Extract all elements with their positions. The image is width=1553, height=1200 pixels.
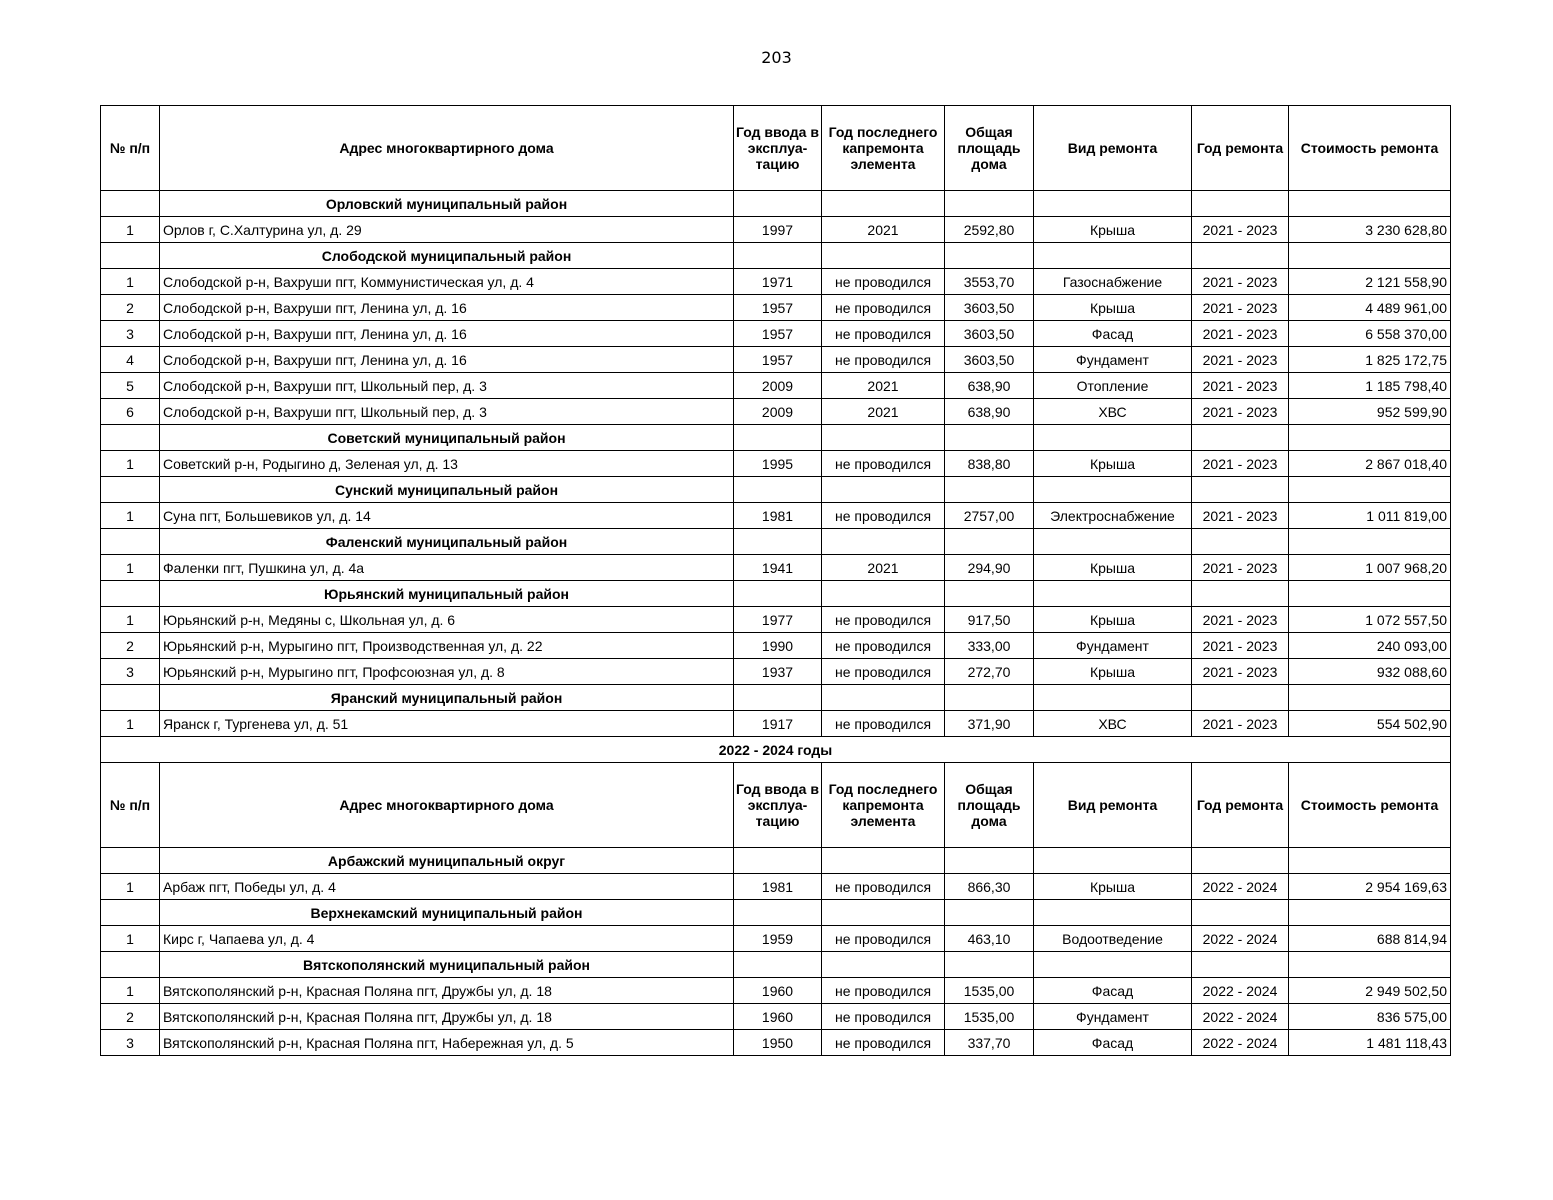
table-row [101, 874, 1451, 900]
last-repair-cell: не проводился [822, 1004, 945, 1030]
header-num: № п/п [101, 106, 160, 191]
table-row [101, 399, 1451, 425]
last-repair-cell: не проводился [822, 451, 945, 477]
row-number: 1 [101, 874, 160, 900]
header-repair-year: Год ремонта [1192, 763, 1289, 848]
repair-year-cell: 2021 - 2023 [1192, 607, 1289, 633]
repair-type-cell: Фасад [1034, 321, 1192, 347]
last-repair-cell: не проводился [822, 926, 945, 952]
row-number: 1 [101, 451, 160, 477]
district-name: Советский муниципальный район [160, 425, 734, 451]
repair-year-cell: 2021 - 2023 [1192, 503, 1289, 529]
repair-year-cell: 2021 - 2023 [1192, 633, 1289, 659]
cost-cell: 1 185 798,40 [1289, 373, 1451, 399]
last-repair-cell: не проводился [822, 347, 945, 373]
year-built-cell: 1941 [734, 555, 822, 581]
row-number: 6 [101, 399, 160, 425]
area-cell: 638,90 [945, 373, 1034, 399]
cost-cell: 2 949 502,50 [1289, 978, 1451, 1004]
repair-type-cell: Газоснабжение [1034, 269, 1192, 295]
empty-cell [101, 848, 160, 874]
empty-cell [1034, 425, 1192, 451]
empty-cell [734, 900, 822, 926]
row-number: 2 [101, 1004, 160, 1030]
address-cell: Фаленки пгт, Пушкина ул, д. 4а [160, 555, 734, 581]
area-cell: 838,80 [945, 451, 1034, 477]
repair-type-cell: Фундамент [1034, 1004, 1192, 1030]
repair-year-cell: 2022 - 2024 [1192, 874, 1289, 900]
repair-type-cell: Электроснабжение [1034, 503, 1192, 529]
repair-year-cell: 2021 - 2023 [1192, 295, 1289, 321]
last-repair-cell: не проводился [822, 633, 945, 659]
empty-cell [101, 900, 160, 926]
empty-cell [734, 477, 822, 503]
header-last-repair: Год последнего капремонта элемента [822, 106, 945, 191]
year-built-cell: 1917 [734, 711, 822, 737]
repair-year-cell: 2022 - 2024 [1192, 926, 1289, 952]
cost-cell: 3 230 628,80 [1289, 217, 1451, 243]
table-row [101, 295, 1451, 321]
address-cell: Вятскополянский р-н, Красная Поляна пгт, Дружбы ул, д. 18 [160, 1004, 734, 1030]
area-cell: 333,00 [945, 633, 1034, 659]
table-row [101, 1004, 1451, 1030]
repair-year-cell: 2021 - 2023 [1192, 217, 1289, 243]
area-cell: 3603,50 [945, 295, 1034, 321]
cost-cell: 554 502,90 [1289, 711, 1451, 737]
district-row [101, 900, 1451, 926]
empty-cell [1289, 900, 1451, 926]
row-number: 3 [101, 659, 160, 685]
header-year-built: Год ввода в эксплуа-тацию [734, 763, 822, 848]
empty-cell [945, 191, 1034, 217]
empty-cell [1034, 900, 1192, 926]
cost-cell: 240 093,00 [1289, 633, 1451, 659]
empty-cell [1192, 191, 1289, 217]
address-cell: Юрьянский р-н, Мурыгино пгт, Профсоюзная ул, д. 8 [160, 659, 734, 685]
repair-type-cell: Фундамент [1034, 633, 1192, 659]
district-name: Фаленский муниципальный район [160, 529, 734, 555]
empty-cell [1192, 477, 1289, 503]
repair-year-cell: 2021 - 2023 [1192, 659, 1289, 685]
district-row [101, 685, 1451, 711]
district-row [101, 425, 1451, 451]
empty-cell [734, 425, 822, 451]
repair-year-cell: 2021 - 2023 [1192, 555, 1289, 581]
district-row [101, 581, 1451, 607]
empty-cell [1289, 425, 1451, 451]
year-built-cell: 1960 [734, 1004, 822, 1030]
year-built-cell: 2009 [734, 399, 822, 425]
year-built-cell: 1937 [734, 659, 822, 685]
district-name: Слободской муниципальный район [160, 243, 734, 269]
address-cell: Орлов г, С.Халтурина ул, д. 29 [160, 217, 734, 243]
table-row [101, 978, 1451, 1004]
address-cell: Слободской р-н, Вахруши пгт, Ленина ул, д. 16 [160, 295, 734, 321]
address-cell: Советский р-н, Родыгино д, Зеленая ул, д. 13 [160, 451, 734, 477]
last-repair-cell: не проводился [822, 1030, 945, 1056]
address-cell: Вятскополянский р-н, Красная Поляна пгт, Дружбы ул, д. 18 [160, 978, 734, 1004]
empty-cell [1034, 848, 1192, 874]
empty-cell [734, 529, 822, 555]
empty-cell [1034, 477, 1192, 503]
header-num: № п/п [101, 763, 160, 848]
cost-cell: 688 814,94 [1289, 926, 1451, 952]
repair-type-cell: Фасад [1034, 978, 1192, 1004]
empty-cell [822, 243, 945, 269]
table-row [101, 503, 1451, 529]
empty-cell [101, 191, 160, 217]
empty-cell [1034, 529, 1192, 555]
empty-cell [822, 952, 945, 978]
repair-type-cell: Крыша [1034, 451, 1192, 477]
empty-cell [734, 685, 822, 711]
repair-type-cell: Крыша [1034, 659, 1192, 685]
empty-cell [945, 529, 1034, 555]
empty-cell [945, 848, 1034, 874]
last-repair-cell: не проводился [822, 711, 945, 737]
year-built-cell: 1959 [734, 926, 822, 952]
header-cost: Стоимость ремонта [1289, 106, 1451, 191]
district-row [101, 529, 1451, 555]
last-repair-cell: не проводился [822, 269, 945, 295]
empty-cell [1289, 848, 1451, 874]
empty-cell [1289, 952, 1451, 978]
repair-year-cell: 2021 - 2023 [1192, 373, 1289, 399]
row-number: 2 [101, 295, 160, 321]
empty-cell [1289, 191, 1451, 217]
district-name: Сунский муниципальный район [160, 477, 734, 503]
empty-cell [101, 477, 160, 503]
header-year-built: Год ввода в эксплуа-тацию [734, 106, 822, 191]
district-name: Орловский муниципальный район [160, 191, 734, 217]
table-row [101, 633, 1451, 659]
header-repair-type: Вид ремонта [1034, 763, 1192, 848]
table-row [101, 269, 1451, 295]
cost-cell: 932 088,60 [1289, 659, 1451, 685]
empty-cell [945, 425, 1034, 451]
header-area: Общая площадь дома [945, 106, 1034, 191]
repair-year-cell: 2021 - 2023 [1192, 269, 1289, 295]
last-repair-cell: 2021 [822, 555, 945, 581]
table-row [101, 451, 1451, 477]
row-number: 1 [101, 926, 160, 952]
page-number: 203 [761, 48, 792, 67]
area-cell: 3603,50 [945, 347, 1034, 373]
area-cell: 917,50 [945, 607, 1034, 633]
area-cell: 3553,70 [945, 269, 1034, 295]
empty-cell [1192, 848, 1289, 874]
row-number: 1 [101, 978, 160, 1004]
cost-cell: 6 558 370,00 [1289, 321, 1451, 347]
year-built-cell: 1981 [734, 874, 822, 900]
repair-year-cell: 2021 - 2023 [1192, 399, 1289, 425]
year-built-cell: 1997 [734, 217, 822, 243]
empty-cell [1034, 952, 1192, 978]
header-last-repair: Год последнего капремонта элемента [822, 763, 945, 848]
address-cell: Слободской р-н, Вахруши пгт, Ленина ул, д. 16 [160, 347, 734, 373]
address-cell: Юрьянский р-н, Мурыгино пгт, Производственная ул, д. 22 [160, 633, 734, 659]
last-repair-cell: не проводился [822, 503, 945, 529]
address-cell: Слободской р-н, Вахруши пгт, Коммунистическая ул, д. 4 [160, 269, 734, 295]
empty-cell [1192, 952, 1289, 978]
table-row [101, 217, 1451, 243]
area-cell: 866,30 [945, 874, 1034, 900]
repair-year-cell: 2021 - 2023 [1192, 711, 1289, 737]
area-cell: 638,90 [945, 399, 1034, 425]
last-repair-cell: не проводился [822, 295, 945, 321]
repair-type-cell: ХВС [1034, 711, 1192, 737]
empty-cell [1192, 529, 1289, 555]
table-row [101, 659, 1451, 685]
year-built-cell: 1957 [734, 295, 822, 321]
address-cell: Арбаж пгт, Победы ул, д. 4 [160, 874, 734, 900]
empty-cell [101, 685, 160, 711]
empty-cell [822, 685, 945, 711]
year-built-cell: 1950 [734, 1030, 822, 1056]
empty-cell [945, 477, 1034, 503]
empty-cell [822, 848, 945, 874]
last-repair-cell: 2021 [822, 399, 945, 425]
cost-cell: 1 007 968,20 [1289, 555, 1451, 581]
cost-cell: 4 489 961,00 [1289, 295, 1451, 321]
empty-cell [1034, 685, 1192, 711]
repair-type-cell: Крыша [1034, 607, 1192, 633]
repair-year-cell: 2022 - 2024 [1192, 1004, 1289, 1030]
empty-cell [101, 529, 160, 555]
last-repair-cell: не проводился [822, 978, 945, 1004]
row-number: 5 [101, 373, 160, 399]
empty-cell [734, 952, 822, 978]
year-built-cell: 1971 [734, 269, 822, 295]
district-name: Верхнекамский муниципальный район [160, 900, 734, 926]
row-number: 1 [101, 217, 160, 243]
row-number: 1 [101, 711, 160, 737]
empty-cell [1289, 685, 1451, 711]
table-row [101, 347, 1451, 373]
address-cell: Яранск г, Тургенева ул, д. 51 [160, 711, 734, 737]
district-name: Арбажский муниципальный округ [160, 848, 734, 874]
cost-cell: 1 072 557,50 [1289, 607, 1451, 633]
empty-cell [1034, 243, 1192, 269]
repair-type-cell: Крыша [1034, 217, 1192, 243]
empty-cell [101, 243, 160, 269]
empty-cell [945, 581, 1034, 607]
last-repair-cell: 2021 [822, 217, 945, 243]
table-row [101, 1030, 1451, 1056]
year-built-cell: 1957 [734, 347, 822, 373]
empty-cell [1192, 243, 1289, 269]
cost-cell: 952 599,90 [1289, 399, 1451, 425]
period-row [101, 737, 1451, 763]
repair-type-cell: ХВС [1034, 399, 1192, 425]
empty-cell [1192, 581, 1289, 607]
empty-cell [1034, 581, 1192, 607]
district-row [101, 477, 1451, 503]
cost-cell: 2 121 558,90 [1289, 269, 1451, 295]
district-name: Яранский муниципальный район [160, 685, 734, 711]
row-number: 1 [101, 503, 160, 529]
cost-cell: 1 825 172,75 [1289, 347, 1451, 373]
area-cell: 371,90 [945, 711, 1034, 737]
empty-cell [822, 191, 945, 217]
repair-type-cell: Крыша [1034, 555, 1192, 581]
header-area: Общая площадь дома [945, 763, 1034, 848]
empty-cell [1289, 243, 1451, 269]
repair-type-cell: Фундамент [1034, 347, 1192, 373]
header-cost: Стоимость ремонта [1289, 763, 1451, 848]
empty-cell [945, 685, 1034, 711]
last-repair-cell: не проводился [822, 607, 945, 633]
year-built-cell: 1960 [734, 978, 822, 1004]
empty-cell [1192, 900, 1289, 926]
empty-cell [734, 581, 822, 607]
repair-year-cell: 2022 - 2024 [1192, 978, 1289, 1004]
empty-cell [1289, 581, 1451, 607]
repair-table [100, 105, 1451, 1056]
year-built-cell: 2009 [734, 373, 822, 399]
empty-cell [101, 952, 160, 978]
last-repair-cell: не проводился [822, 321, 945, 347]
district-row [101, 191, 1451, 217]
empty-cell [945, 900, 1034, 926]
area-cell: 337,70 [945, 1030, 1034, 1056]
repair-type-cell: Крыша [1034, 295, 1192, 321]
area-cell: 272,70 [945, 659, 1034, 685]
empty-cell [1034, 191, 1192, 217]
last-repair-cell: не проводился [822, 874, 945, 900]
area-cell: 2757,00 [945, 503, 1034, 529]
row-number: 3 [101, 321, 160, 347]
repair-type-cell: Водоотведение [1034, 926, 1192, 952]
empty-cell [734, 848, 822, 874]
table-row [101, 711, 1451, 737]
table-row [101, 321, 1451, 347]
empty-cell [1192, 425, 1289, 451]
empty-cell [1192, 685, 1289, 711]
header-row [101, 763, 1451, 848]
empty-cell [101, 425, 160, 451]
address-cell: Юрьянский р-н, Медяны с, Школьная ул, д. 6 [160, 607, 734, 633]
last-repair-cell: 2021 [822, 373, 945, 399]
empty-cell [822, 900, 945, 926]
cost-cell: 1 481 118,43 [1289, 1030, 1451, 1056]
empty-cell [1289, 477, 1451, 503]
address-cell: Кирс г, Чапаева ул, д. 4 [160, 926, 734, 952]
area-cell: 1535,00 [945, 1004, 1034, 1030]
empty-cell [1289, 529, 1451, 555]
empty-cell [101, 581, 160, 607]
cost-cell: 2 867 018,40 [1289, 451, 1451, 477]
address-cell: Слободской р-н, Вахруши пгт, Школьный пер, д. 3 [160, 373, 734, 399]
year-built-cell: 1981 [734, 503, 822, 529]
area-cell: 463,10 [945, 926, 1034, 952]
last-repair-cell: не проводился [822, 659, 945, 685]
repair-type-cell: Крыша [1034, 874, 1192, 900]
year-built-cell: 1990 [734, 633, 822, 659]
empty-cell [734, 191, 822, 217]
row-number: 2 [101, 633, 160, 659]
header-address: Адрес многоквартирного дома [160, 763, 734, 848]
row-number: 1 [101, 269, 160, 295]
year-built-cell: 1995 [734, 451, 822, 477]
area-cell: 3603,50 [945, 321, 1034, 347]
table-row [101, 607, 1451, 633]
year-built-cell: 1957 [734, 321, 822, 347]
repair-year-cell: 2021 - 2023 [1192, 347, 1289, 373]
empty-cell [822, 477, 945, 503]
repair-year-cell: 2022 - 2024 [1192, 1030, 1289, 1056]
cost-cell: 1 011 819,00 [1289, 503, 1451, 529]
repair-type-cell: Отопление [1034, 373, 1192, 399]
empty-cell [822, 529, 945, 555]
district-row [101, 243, 1451, 269]
repair-type-cell: Фасад [1034, 1030, 1192, 1056]
table-row [101, 373, 1451, 399]
row-number: 1 [101, 607, 160, 633]
address-cell: Слободской р-н, Вахруши пгт, Ленина ул, д. 16 [160, 321, 734, 347]
district-row [101, 848, 1451, 874]
header-address: Адрес многоквартирного дома [160, 106, 734, 191]
empty-cell [945, 243, 1034, 269]
area-cell: 1535,00 [945, 978, 1034, 1004]
address-cell: Слободской р-н, Вахруши пгт, Школьный пер, д. 3 [160, 399, 734, 425]
year-built-cell: 1977 [734, 607, 822, 633]
table-body [101, 106, 1451, 1056]
empty-cell [822, 425, 945, 451]
repair-year-cell: 2021 - 2023 [1192, 321, 1289, 347]
table-row [101, 555, 1451, 581]
area-cell: 294,90 [945, 555, 1034, 581]
address-cell: Вятскополянский р-н, Красная Поляна пгт, Набережная ул, д. 5 [160, 1030, 734, 1056]
empty-cell [945, 952, 1034, 978]
empty-cell [822, 581, 945, 607]
district-name: Вятскополянский муниципальный район [160, 952, 734, 978]
empty-cell [734, 243, 822, 269]
address-cell: Суна пгт, Большевиков ул, д. 14 [160, 503, 734, 529]
cost-cell: 836 575,00 [1289, 1004, 1451, 1030]
district-row [101, 952, 1451, 978]
period-title: 2022 - 2024 годы [101, 737, 1451, 763]
row-number: 1 [101, 555, 160, 581]
row-number: 4 [101, 347, 160, 373]
area-cell: 2592,80 [945, 217, 1034, 243]
cost-cell: 2 954 169,63 [1289, 874, 1451, 900]
header-repair-year: Год ремонта [1192, 106, 1289, 191]
table-row [101, 926, 1451, 952]
repair-year-cell: 2021 - 2023 [1192, 451, 1289, 477]
header-row [101, 106, 1451, 191]
header-repair-type: Вид ремонта [1034, 106, 1192, 191]
row-number: 3 [101, 1030, 160, 1056]
district-name: Юрьянский муниципальный район [160, 581, 734, 607]
